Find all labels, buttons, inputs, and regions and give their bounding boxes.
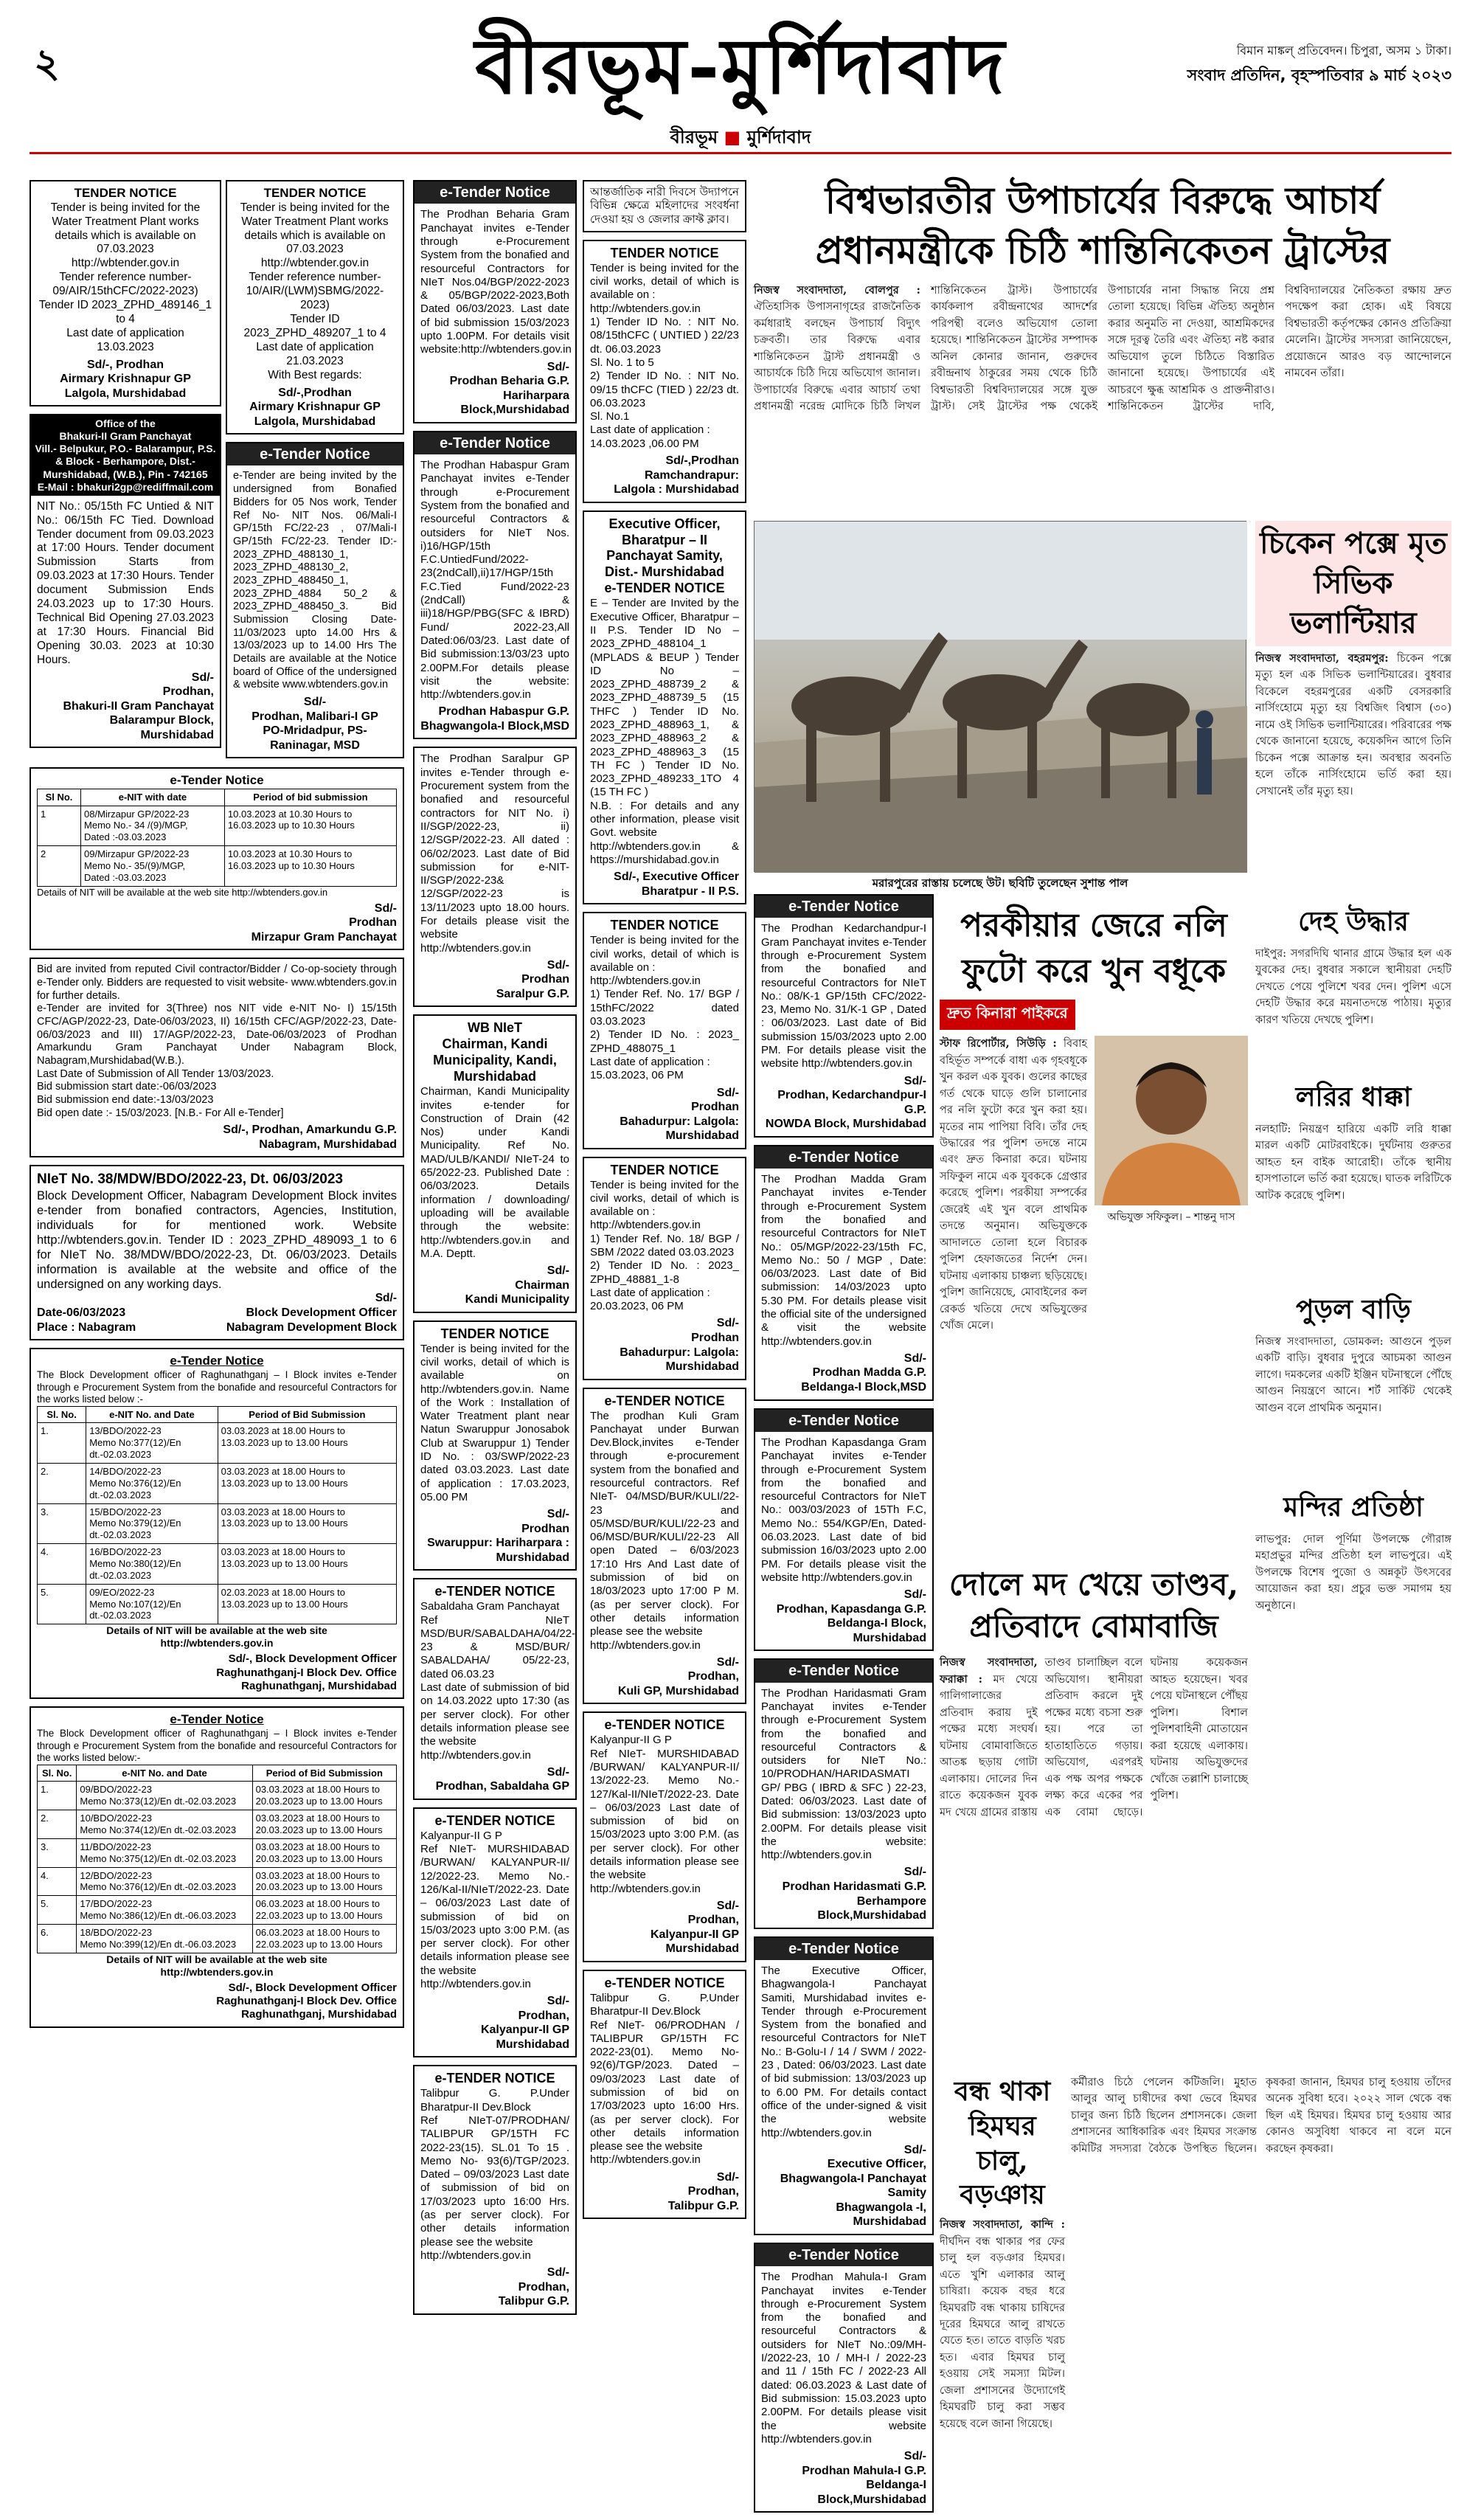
table-row	[38, 1544, 397, 1585]
lead-text: ঐতিহাসিক উপাসনাগৃহের রাজনৈতিক কর্মধারাই বলছেন উপাচার্য বিদ্যুৎ চক্রবর্তী। তার বিরুদ্ধে এবার শান্তিনিকেতন ট্রাস্ট প্রধানমন্ত্রী ও আচার্যকে চিঠি দিয়ে অভিযোগ জানাল। উপাচার্যের বিরুদ্ধে এবার আচার্য তথা প্রধানমন্ত্রী নরেন্দ্র মোদিকে চিঠি লিখল শান্তিনিকেতন ট্রাস্ট। উপাচার্যের কার্যকলাপ রবীন্দ্রনাথের আদর্শের পরিপন্থী বলেও অভিযোগ তোলা হয়েছে। শান্তিনিকেতন ট্রাস্টের সম্পাদক অনিল কোনার জানান, গুরুদেব রবীন্দ্রনাথ ঠাকুরের সময় থেকে চিঠি বিশ্বভারতী বিশ্ববিদ্যালয়ের সঙ্গে যুক্ত ট্রাস্ট। সেই ট্রাস্টের পক্ষ থেকেই উপাচার্যের নানা সিদ্ধান্ত নিয়ে প্রশ্ন তোলা হয়েছে। বিভিন্ন ঐতিহ্য অনুষ্ঠান করার অনুমতি না দেওয়া, আশ্রমিকদের সঙ্গে দূরত্ব তৈরি এবং ঐতিহ্য নষ্ট করার অভিযোগ তুলে চিঠিতে বিস্তারিত জানানো হয়েছে। উপাচার্যের এই আচরণে ক্ষুব্ধ আশ্রমিক ও প্রাক্তনীরাও। শান্তিনিকেতন ট্রাস্টের দাবি, বিশ্ববিদ্যালয়ের নৈতিকতা রক্ষায় দ্রুত পদক্ষেপ করা হোক। এই বিষয়ে বিশ্বভারতী কর্তৃপক্ষের কোনও প্রতিক্রিয়া মেলেনি। ট্রাস্টের সদস্যরা জানিয়েছেন, প্রয়োজনে আরও বড় আন্দোলনে নামবেন তাঁরা।	[754, 285, 1451, 413]
cell: 1	[38, 806, 81, 846]
tender-notice	[583, 1970, 746, 2219]
rg2-table	[37, 1765, 397, 1953]
tender-notice	[583, 510, 746, 905]
side5-headline: মন্দির প্রতিষ্ঠা	[1283, 1492, 1423, 1523]
story2-text: বিবাহ বহির্ভূত সম্পর্কে বাধা এক গৃহবধূকে খুন করল এক যুবক। গুলের কাছের গর্ত থেকে ঘাড়ে গুলি চালানোর পর নলি ফুটো করে খুন করা হয়। মৃতের নাম পাপিয়া বিবি। তাঁর দেহ উদ্ধারের পর পুলিশ তদন্তে নামে এবং দ্রুত কিনারা করে। ঘটনায় সফিকুল নামে এক যুবককে গ্রেপ্তার করেছে পুলিশ। পরকীয়া সম্পর্কের জেরেই এই খুন বলে প্রাথমিক তদন্তে অনুমান। অভিযুক্তকে আদালতে তোলা হলে বিচারক পুলিশ হেফাজতের নির্দেশ দেন। ঘটনায় এলাকায় চাঞ্চল্য ছড়িয়েছে। পুলিশ জানিয়েছে, মোবাইলের কল রেকর্ড খতিয়ে দেখে অভিযুক্তের খোঁজ মেলে।	[940, 1038, 1088, 1332]
notice-body: The Prodhan Habaspur Gram Panchayat invites e-Tender through e-Procurement System from the bonafied and resourceful Contractors & outsiders for NIeT Nos. i)16/HGP/15th F.C.UntiedFund/2022-23(2ndCall),ii)17/HGP/15th F.C.Tied Fund/2022-23 (2ndCall) & iii)18/HGP/PBG(SFC & IBRD) Fund/ 2022-23,All Dated:06/03/23. Last date of Bid submission:13/03/23 upto 2.00PM.For details please visit the website: http://wbtenders.gov.in	[420, 459, 569, 702]
story-murder	[940, 903, 1248, 1332]
lead-story	[754, 176, 1451, 519]
notice-sign: Sd/- Prodhan, Kapasdanga G.P. Beldanga-I Block, Murshidabad	[776, 1588, 926, 1644]
notice-body: Bid are invited from reputed Civil contractor/Bidder / Co-op-society through e-Tender only. Bidders are requested to visit website- www.wbtenders.gov.in for further details. e-Tender are invited for 3(Three) nos NIT vide e-NIT No- I) 15/15th CFC/AGP/2022-23, Date-06/03/2023, II) 16/15th CFC/AGP/2022-23, Date-06/03/2023 and III) 17/AGP/2022-23, Date-06/03/2023 of Prodhan Amarkundu Gram Panchayat Under Nabagram Block, Nabagram,Murshidabad(W.B.). Last Date of Submission of All Tender 13/03/2023. Bid submission start date:-06/03/2023 Bid submission end date:-13/03/2023 Bid open date :- 15/03/2023. [N.B.- For All e-Tender]	[37, 963, 397, 1119]
amarkundu-notice	[30, 958, 404, 1157]
story2-headline: পরকীয়ার জেরে নলি ফুটো করে খুন বধূকে	[960, 907, 1227, 990]
notice-sign: Sd/-,Prodhan Airmary Krishnapur GP Lalgola, Murshidabad	[249, 386, 381, 428]
col3	[413, 180, 577, 2322]
notice-heading: e-Tender Notice	[415, 432, 575, 454]
masthead-rule	[30, 152, 1451, 154]
mirzapur-table	[37, 789, 397, 887]
notice-designation: Block Development Officer	[246, 1306, 397, 1320]
notice-body: Tender is being invited for the Water Treatment Plant works details which is available on 07.03.2023 http://wbtender.gov.in Tender reference number-09/AIR/15thCFC/2022-2023) Tender ID 2023_ZPHD_489146_1 to 4 Last date of application 13.03.2023	[38, 201, 212, 353]
cell: 09/BDO/2022-23 Memo No:373(12)/En dt.-02.03.2023	[77, 1782, 252, 1810]
notice-body: Tender is being invited for the civil works, detail of which is available on : http://wbtenders.gov.in 1) Tender Ref. No. 18/ BGP / SBM /2022 dated 03.03.2023 2) Tender ID No. : 2023_ ZPHD_48881_1-8 Last date of application : 20.03.2023, 06 PM	[590, 1178, 739, 1313]
cell: 6.	[38, 1924, 77, 1953]
raghunathganj-notice-1	[30, 1348, 404, 1699]
tender-notice	[413, 1578, 577, 1800]
notice-body: NIT No.: 05/15th FC Untied & NIT No.: 06/15th FC Tied. Download Tender document from 09.03.2023 at 17:00 Hours. Tender document Submission Starts from 09.03.2023 at 17:30 Hours. Tender document Submission Ends 24.03.2023 up to 17:30 Hours. Technical Bid Opening 27.03.2023 at 17:30 Hours. Financial Bid Opening 30.03. 2023 at 10:30 Hours.	[37, 499, 214, 666]
notice-sign: Sd/-, Executive Officer Bharatpur - II P.S.	[614, 870, 739, 898]
table-row	[38, 1867, 397, 1896]
cell: 3.	[38, 1503, 86, 1544]
notice-sign: Sd/- Prodhan, Sabaldaha GP	[435, 1765, 569, 1793]
notice-sign: Sd/- Prodhan, Kedarchandpur-I G.P. NOWDA Block, Murshidabad	[765, 1074, 926, 1131]
notice-sign: Sd/-,Prodhan Ramchandrapur: Lalgola : Murshidabad	[614, 454, 739, 496]
table-row	[38, 1423, 397, 1464]
cell: 2	[38, 846, 81, 887]
notice-sign: Sd/- Prodhan Haridasmati G.P. Berhampore Block,Murshidabad	[782, 1866, 926, 1922]
cell: 06.03.2023 at 18.00 Hours to 22.03.2023 up to 13.00 Hours	[252, 1896, 396, 1925]
notice-body: E – Tender are Invited by the Executive Officer, Bharatpur – II P.S. Tender ID No – 2023_ZPHD_488104_1 (MPLADS & BEUP ) Tender ID No – 2023_ZPHD_488739_2 & 2023_ZPHD_488739_5 (15 THFC ) Tender ID No. 2023_ZPHD_488963_1, & 2023_ZPHD_488963_2 & 2023_ZPHD_488963_3 (15 TH FC ) Tender ID No. 2023_ZPHD_489233_1TO 4 (15 TH FC ) N.B. : For details and any other information, please visit Govt. website http://wbtenders.gov.in & https://murshidabad.gov.in	[590, 597, 739, 866]
side4-headline: পুড়ল বাড়ি	[1296, 1294, 1411, 1325]
cell: 10.03.2023 at 10.30 Hours to 16.03.2023 up to 10.30 Hours	[224, 846, 396, 887]
notice-heading: e-TENDER NOTICE	[604, 1975, 725, 1990]
notice-heading: e-TENDER NOTICE	[434, 1584, 555, 1599]
notice-sign: Sd/- Prodhan, Kalyanpur-II GP Murshidabad	[480, 1995, 569, 2051]
col-head: e-NIT No. and Date	[86, 1406, 218, 1423]
notice-heading: TENDER NOTICE	[440, 1326, 549, 1341]
camel-photo	[754, 521, 1246, 872]
cell: 15/BDO/2022-23 Memo No:379(12)/En dt.-02.03.2023	[86, 1503, 218, 1544]
tender-notice-airmary-wtp	[30, 180, 221, 406]
tender-notice	[413, 180, 577, 423]
story2-tag: দ্রুত কিনারা পাইকরে	[940, 1000, 1075, 1030]
notice-sign: Sd/- Prodhan Mirzapur Gram Panchayat	[251, 901, 397, 944]
notice-body: Kalyanpur-II G P Ref NIeT- MURSHIDABAD /BURWAN/ KALYANPUR-II/ 13/2022-23. Memo No.- 127/Kal-II/NIeT/2022-23. Date – 06/03/2023 Last date of submission of bid on 15/03/2023 upto 3:00 P.M. (as per server clock). For other details information please see the website http://wbtenders.gov.in	[590, 1734, 739, 1895]
col2	[226, 180, 404, 766]
notice-sign: Sd/- Chairman Kandi Municipality	[465, 1264, 569, 1306]
story3-byline: নিজস্ব সংবাদদাতা, ফরাক্কা :	[940, 1656, 1038, 1686]
table-row	[38, 806, 397, 846]
cell: 2.	[38, 1464, 86, 1504]
e-tender-malibari	[226, 442, 404, 758]
side3-text: নলহাটি: নিয়ন্ত্রণ হারিয়ে একটি লরি ধাক্কা মারল একটি মোটরবাইকে। দুর্ঘটনায় গুরুতর আহত হন বাইক আরোহী। তাঁকে স্থানীয় হাসপাতালে ভর্তি করা হয়েছে। ঘাতক লরিটিকে আটক করেছে পুলিশ।	[1255, 1124, 1451, 1202]
notice-body: The Prodhan Madda Gram Panchayat invites e-Tender through e-Procurement System from the bonafied and resourceful Contractors for NIeT No.: 05/MGP/2022-23/15th FC, Memo No.: 50 / MGP , Date: 06/03/2023. Last date of Bid submission: 14/03/2023 upto 5.30 PM. For details please visit the official site of the undersigned & visit the website http://wbtenders.gov.in	[761, 1173, 926, 1348]
cell: 12/BDO/2022-23 Memo No:376(12)/En dt.-02.03.2023	[77, 1867, 252, 1896]
table-row	[38, 1503, 397, 1544]
accused-caption: অভিযুক্ত সফিকুল। – শান্তনু দাস	[1107, 1211, 1235, 1224]
cell: 17/BDO/2022-23 Memo No:386(12)/En dt.-06.03.2023	[77, 1896, 252, 1925]
notice-body: The Executive Officer, Bhagwangola-I Panchayat Samiti, Murshidabad invites e-Tender through e-Procurement System from the bonafied and resourceful Contractors for NIeT No.: B-Golu-I / 14 / SWM / 2022-23 , Dated: 06/03/2023. Last date of bid submission: 13/03/2023 up to 6.00 PM. For details contact office of the under-signed & visit the website http://wbtenders.gov.in	[761, 1964, 926, 2139]
cell: 16/BDO/2022-23 Memo No:380(12)/En dt.-02.03.2023	[86, 1544, 218, 1585]
notice-sd: Sd/-	[375, 1292, 397, 1305]
notice-heading: e-TENDER NOTICE	[434, 1813, 555, 1828]
tender-notice	[413, 747, 577, 1007]
cell: 3.	[38, 1838, 77, 1867]
notice-body: The Prodhan Beharia Gram Panchayat invites e-Tender through e-Procurement System from the bonafied and resourceful Contractors for NIeT Nos.04/BGP/2022-2023 & 05/BGP/2022-2023,Both Dated 06/03/2023. Last date of bid submission 15/03/2023 upto 1.00PM. For details visit website:http://wbtenders.gov.in	[420, 208, 572, 356]
notice-heading: e-Tender Notice	[170, 1712, 264, 1727]
sub-left: বীরভূম	[670, 127, 718, 148]
col-head: Sl. No.	[38, 1406, 86, 1423]
notice-date: Date-06/03/2023	[37, 1306, 126, 1320]
notice-heading: e-Tender Notice	[415, 181, 575, 204]
cell: 03.03.2023 at 18.00 Hours to 20.03.2023 up to 13.00 Hours	[252, 1838, 396, 1867]
notice-note: Details of NIT will be available at the web site http://wbtenders.gov.in	[106, 1953, 327, 1978]
notice-sign: Sd/- Prodhan Swaruppur: Hariharpara : Murshidabad	[427, 1508, 569, 1564]
tender-notice-bhakuri	[30, 414, 221, 748]
cell: 02.03.2023 at 18.00 Hours to 13.03.2023 up to 13.00 Hours	[218, 1584, 396, 1624]
side2-text: দাইপুর: সগরদিঘি থানার গ্রামে উদ্ধার হল এক যুবকের দেহ। বুধবার সকালে স্থানীয়রা দেহটি দেখতে পেয়ে পুলিশে খবর দেন। পুলিশ এসে দেহটি উদ্ধার করে ময়নাতদন্তে পাঠায়। মৃত্যুর কারণ খতিয়ে দেখছে পুলিশ।	[1255, 948, 1451, 1026]
cell: 10/BDO/2022-23 Memo No:374(12)/En dt.-02.03.2023	[77, 1810, 252, 1839]
story-cold-storage	[940, 2074, 1065, 2430]
story4-headline: বন্ধ থাকা হিমঘর চালু, বড়ঞায়	[954, 2076, 1051, 2211]
cell: 03.03.2023 at 18.00 Hours to 13.03.2023 up to 13.00 Hours	[218, 1503, 396, 1544]
notice-sign: Sd/- Prodhan Saralpur G.P.	[496, 958, 569, 1000]
cell: 03.03.2023 at 18.00 Hours to 20.03.2023 up to 13.00 Hours	[252, 1782, 396, 1810]
page-number: ২	[34, 40, 60, 86]
cell: 03.03.2023 at 18.00 Hours to 13.03.2023 up to 13.00 Hours	[218, 1423, 396, 1464]
sub-title: বীরভূম ■ মুর্শিদাবাদ	[670, 127, 811, 148]
notice-heading: TENDER NOTICE	[263, 186, 367, 200]
notice-intro: The Block Development officer of Raghunathganj – I Block invites e-Tender through e Procurement System from the bonafide and resourceful Contractors for the works listed below :-	[37, 1369, 397, 1405]
cell: 03.03.2023 at 18.00 Hours to 13.03.2023 up to 13.00 Hours	[218, 1464, 396, 1504]
cell: 18/BDO/2022-23 Memo No:399(12)/En dt.-06.03.2023	[77, 1924, 252, 1953]
notice-intro: The Block Development officer of Raghunathganj – I Block invites e-Tender through e Procurement System from the bonafide and resourceful Contractors for the works listed below:-	[37, 1728, 397, 1764]
paper-title: বীরভূম-মুর্শিদাবাদ	[475, 21, 1006, 111]
notice-sign: Sd/- Prodhan Madda G.P. Beldanga-I Block,MSD	[801, 1351, 926, 1394]
notice-heading: WB NIeT Chairman, Kandi Municipality, Kandi, Murshidabad	[433, 1020, 557, 1084]
table-row	[38, 1896, 397, 1925]
tender-notice	[413, 1807, 577, 2058]
notice-body: Kalyanpur-II G P Ref NIeT- MURSHIDABAD /BURWAN/ KALYANPUR-II/ 12/2022-23. Memo No.- 126/Kal-II/NIeT/2022-23. Date – 06/03/2023 Last date of submission of bid on 15/03/2023 upto 3:00 P.M. (as per server clock). For other details information please see the website http://wbtenders.gov.in	[420, 1829, 569, 1991]
tender-notice	[583, 180, 746, 232]
tender-notice	[583, 1388, 746, 1705]
tender-notice	[583, 912, 746, 1149]
story-cold-storage-cont	[1071, 2074, 1451, 2251]
cell: 09/EO/2022-23 Memo No:107(12)/En dt.-02.03.2023	[86, 1584, 218, 1624]
table-row	[38, 1782, 397, 1810]
notice-body: Tender is being invited for the civil works, detail of which is available on : http://wbtenders.gov.in 1) Tender ID No. : NIT No. 08/15thCFC ( UNTIED ) 22/23 dt. 06.03.2023 Sl. No. 1 to 5 2) Tender ID No. : NIT No. 09/15 thCFC (TIED ) 22/23 dt. 06.03.2023 Sl. No.1 Last date of application : 14.03.2023 ,06.00 PM	[590, 261, 739, 450]
side1-headline: চিকেন পক্সে মৃত সিভিক ভলান্টিয়ার	[1260, 526, 1447, 640]
notice-note: Details of NIT will be available at the web site http://wbtenders.gov.in	[106, 1624, 327, 1650]
notice-sign: Sd/- Prodhan Mahula-I G.P. Beldanga-I Block,Murshidabad	[802, 2450, 926, 2506]
notice-sign: Sd/-, Block Development Officer Raghunathganj-I Block Dev. Office Raghunathganj, Murshidabad	[216, 1981, 397, 2021]
side1-byline: নিজস্ব সংবাদদাতা, বহরমপুর:	[1255, 652, 1389, 665]
col-head: e-NIT with date	[81, 789, 225, 806]
table-row	[38, 1810, 397, 1839]
notice-heading: e-Tender Notice	[170, 773, 264, 787]
cell: 5.	[38, 1584, 86, 1624]
cell: 03.03.2023 at 18.00 Hours to 20.03.2023 up to 13.00 Hours	[252, 1810, 396, 1839]
notice-sign: Sd/- Prodhan Bahadurpur: Lalgola: Murshidabad	[620, 1317, 739, 1374]
notice-body: Talibpur G. P.Under Bharatpur-II Dev.Block Ref NIeT-07/PRODHAN/ TALIBPUR GP/15TH FC 2022-23(15). SL.01 To 15 . Memo No- 93(6)/TGP/2023. Dated – 09/03/2023 Last date of submission of bid on 17/03/2023 upto 16:00 Hrs. (as per server clock). For other details information please see the website http://wbtenders.gov.in	[420, 2087, 569, 2262]
tender-notice	[413, 1320, 577, 1571]
tender-notice	[583, 1711, 746, 1962]
story-holi-bomb	[940, 1564, 1248, 2097]
table-row	[38, 846, 397, 887]
notice-body: The Prodhan Saralpur GP invites e-Tender through e-Procurement system from the bonafied and resourceful contractors for NIT No. i) II/SGP/2022-23, ii) 12/SGP/2022-23. All dated : 06/02/2023. Last date of Bid submission for e-NIT-II/SGP/2022-23& 12/SGP/2022-23 is 13/11/2023 upto 18.00 hours. For details please visit the website http://wbtenders.gov.in	[420, 752, 569, 955]
edition-date: সংবাদ প্রতিদিন, বৃহস্পতিবার ৯ মার্চ ২০২৩	[1187, 66, 1451, 84]
notice-sign: Sd/- Prodhan, Bhakuri-II Gram Panchayat Balarampur Block, Murshidabad	[63, 671, 214, 741]
tender-notice	[754, 1658, 934, 1928]
tender-notice-airmary-wtp2	[226, 180, 404, 435]
tender-notice	[583, 1157, 746, 1380]
camel-photo-caption: মরারপুরের রাস্তায় চলেছে উট। ছবিটি তুলেছেন সুশান্ত পাল	[872, 876, 1128, 890]
col1	[30, 180, 221, 755]
cell: 2.	[38, 1810, 77, 1839]
col4	[583, 180, 746, 2226]
notice-heading: e-Tender Notice	[755, 1660, 932, 1682]
story3-text: মদ খেয়ে গালিগালাজের প্রতিবাদ করায় দুই পক্ষের মধ্যে সংঘর্ষ। ঘটনায় বোমাবাজিতে আতঙ্ক ছড়ায় গোটা এলাকায়। দোলের দিন রাতে কয়েকজন যুবক মদ খেয়ে গ্রামের রাস্তায় তাণ্ডব চালাচ্ছিল বলে অভিযোগ। স্থানীয়রা প্রতিবাদ করলে দুই পক্ষের মধ্যে বচসা শুরু হয়। পরে তা হাতাহাতিতে গড়ায়। অভিযোগ, এরপরই এক পক্ষ অপর পক্ষকে লক্ষ্য করে একের পর এক বোমা ছোড়ে। ঘটনায় কয়েকজন আহত হয়েছেন। খবর পেয়ে ঘটনাস্থলে পৌঁছয় পুলিশ। বিশাল পুলিশবাহিনী মোতায়েন করা হয়েছে এলাকায়। ঘটনায় অভিযুক্তদের খোঁজে তল্লাশি চালাচ্ছে পুলিশ।	[940, 1657, 1248, 1818]
notice-sign: Sd/-, Block Development Officer Raghunathganj-I Block Dev. Office Raghunathganj, Murshidabad	[216, 1652, 397, 1693]
col-head: Period of Bid Submission	[252, 1765, 396, 1782]
tender-notice	[413, 431, 577, 740]
e-tender-mirzapur	[30, 767, 404, 950]
notice-heading: TENDER NOTICE	[610, 245, 719, 260]
notice-sign: Sd/- Prodhan, Talibpur G.P.	[667, 2170, 739, 2212]
tender-notice	[754, 894, 934, 1138]
col-head: Period of bid submission	[224, 789, 396, 806]
side5-text: লাভপুর: দোল পূর্ণিমা উপলক্ষে গৌরাঙ্গ মহাপ্রভুর মন্দির প্রতিষ্ঠা হল লাভপুরে। এই উপলক্ষে বিশেষ পুজো ও অন্নকূট উৎসবের আয়োজন করা হয়। প্রচুর ভক্ত সমাগম হয় অনুষ্ঠানে।	[1255, 1534, 1451, 1612]
edition-line: বিমান মাঙ্কল্ প্রতিবেদন। চিপুরা, অসম ১ টাকা।	[1236, 44, 1451, 58]
notice-sign: Sd/- Prodhan Beharia G.P. Hariharpara Block,Murshidabad	[449, 360, 569, 417]
notice-heading: e-Tender Notice	[755, 1410, 932, 1432]
table-row	[38, 1584, 397, 1624]
table-row	[38, 1924, 397, 1953]
notice-sign: Sd/-, Prodhan Airmary Krishnapur GP Lalgola, Murshidabad	[60, 358, 191, 400]
notice-body: The Prodhan Kapasdanga Gram Panchayat invites e-Tender through e-Procurement System from the bonafied and resourceful Contractors for NIeT No.: 003/03/2023 of 15Th F.C, Memo No.: 554/KGP/En, Dated-06.03.2023. Last date of bid submission 16/03/2023 upto 2.00 PM. For details please visit the website http://wbtenders.gov.in	[761, 1436, 926, 1584]
camel-photo-illustration	[755, 522, 1247, 873]
notice-body: The prodhan Kuli Gram Panchayat under Burwan Dev.Block,invites e-Tender through e-procurement system from the bonafied and resourceful contractors. Ref NIeT- 04/MSD/BUR/KULI/22-23 and 05/MSD/BUR/KULI/22-23 and 06/MSD/BUR/KULI/22-23 All open Dated – 6/03/2023 17:10 Hrs And Last date of submission of bid on 18/03/2023 upto 17:00 P M.(as per server clock). For other details information please see the website http://wbtenders.gov.in	[590, 1409, 739, 1652]
notice-heading: e-TENDER NOTICE	[604, 1393, 725, 1408]
raghunathganj-notice-2	[30, 1706, 404, 2027]
side4-text: নিজস্ব সংবাদদাতা, ডোমকল: আগুনে পুড়ল একটি বাড়ি। বুধবার দুপুরে আচমকা আগুন লাগে। দমকলের একটি ইঞ্জিন ঘটনাস্থলে পৌঁছে আগুন নিয়ন্ত্রণে আনে। শর্ট সার্কিট থেকেই আগুন বলে প্রাথমিক অনুমান।	[1255, 1336, 1451, 1414]
col-head: Period of Bid Submission	[218, 1406, 396, 1423]
tender-notice	[583, 240, 746, 503]
lead-byline: নিজস্ব সংবাদদাতা, বোলপুর :	[754, 284, 920, 297]
tender-notice	[413, 2065, 577, 2314]
cell: 14/BDO/2022-23 Memo No:376(12)/En dt.-02.03.2023	[86, 1464, 218, 1504]
tender-notice	[754, 1408, 934, 1652]
col5	[754, 894, 934, 2520]
col-head: Sl. No.	[38, 1765, 77, 1782]
masthead	[0, 0, 1481, 183]
col-head: Sl No.	[38, 789, 81, 806]
table-row	[38, 1464, 397, 1504]
notice-heading: Executive Officer, Bharatpur – II Panchayat Samity, Dist.- Murshidabad e-TENDER NOTICE	[604, 516, 725, 596]
notice-sign: Sd/- Executive Officer, Bhagwangola-I Panchayat Samity Bhagwangola -I, Murshidabad	[780, 2143, 926, 2229]
col-head: e-NIT No. and Date	[77, 1765, 252, 1782]
cell: 4.	[38, 1544, 86, 1585]
tender-notice	[413, 1014, 577, 1312]
notice-body: Chairman, Kandi Municipality invites e-tender for Construction of Drain (42 Nos) under Kandi Municipality. Ref No. MAD/ULB/KANDI/ NIeT-24 to 65/2022-23. Published Date : 06/03/2023. Details information / downloading/ uploading will be available through the website: http://wbtenders.gov.in and M.A. Deptt.	[420, 1085, 569, 1260]
notice-office: Nabagram Development Block	[226, 1320, 397, 1334]
nabagram-notice	[30, 1165, 404, 1340]
tender-notice	[754, 1145, 934, 1401]
notice-sign: Sd/- Prodhan, Talibpur G.P.	[498, 2266, 569, 2308]
story4-byline: নিজস্ব সংবাদদাতা, কান্দি :	[940, 2218, 1065, 2232]
notice-heading: NIeT No. 38/MDW/BDO/2022-23, Dt. 06/03/2023	[37, 1171, 343, 1188]
side1-text: চিকেন পক্সে মৃত্যু হল এক সিভিক ভলান্টিয়ারের। বুধবার বিকেলে বহরমপুরের একটি বেসরকারি নার্সিংহোমে মৃত্যু হয় বিশ্বজিৎ বিশ্বাস (৩০) নামে ওই সিভিক ভলান্টিয়ারের। পরিবারের পক্ষ থেকে জানানো হয়েছে, কয়েকদিন আগে তিনি চিকেন পক্সে আক্রান্ত হন। অবস্থার অবনতি হলে তাঁকে নার্সিংহোমে ভর্তি করা হয়। সেখানেই তাঁর মৃত্যু হয়।	[1255, 653, 1452, 797]
notice-heading: TENDER NOTICE	[74, 186, 177, 200]
notice-body: আন্তর্জাতিক নারী দিবসে উদ্যাপনে বিভিন্ন ক্ষেত্রে মহিলাদের সংবর্ধনা দেওয়া হয় ও জেলার ক্রাফ্ট ক্লাব।	[590, 186, 739, 226]
notice-body: Sabaldaha Gram Panchayat Ref NIeT MSD/BUR/SABALDAHA/04/22-23 & MSD/BUR/ SABALDAHA/ 05/22-23, dated 06.03.23 Last date of submission of bid on 14.03.2022 upto 17:30 (as per server clock). For other details information please see the website http://wbtenders.gov.in	[420, 1600, 576, 1762]
notice-body: The Prodhan Mahula-I Gram Panchayat invites e-Tender through e-Procurement System from the bonafied and resourceful Contractors & outsiders for NIeT No.:09/MH-I/2022-23, 10 / MH-I / 2022-23 and 11 / 15th FC / 2022-23 All dated: 06.03.2023 & Last date of Bid submission: 15.03.2023 upto 2.00PM. For details please visit the website http://wbtenders.gov.in	[761, 2271, 926, 2445]
notice-sign: Sd/- Prodhan, Malibari-I GP PO-Mridadpur, PS-Raninagar, MSD	[252, 696, 378, 752]
notice-sign: Sd/- Prodhan, Kuli GP, Murshidabad	[617, 1655, 739, 1697]
notice-heading: TENDER NOTICE	[610, 918, 719, 933]
notice-heading: TENDER NOTICE	[610, 1162, 719, 1177]
cell: 08/Mirzapur GP/2022-23 Memo No.- 34 /(9)/MGP, Dated :-03.03.2023	[81, 806, 225, 846]
lead-headline: বিশ্বভারতীর উপাচার্যের বিরুদ্ধে আচার্য প্রধানমন্ত্রীকে চিঠি শান্তিনিকেতন ট্রাস্টের	[815, 179, 1390, 272]
notice-body: Block Development Officer, Nabagram Development Block invites e-tender from bonafied contractors, Agencies, Institution, individuals for for mentioned work. Website http://wbtenders.gov.in. Tender ID : 2023_ZPHD_489093_1 to 6 for NIeT No. 38/MDW/BDO/2022-23, Dt. 06/03/2023. Details information is available at the website and office of the undersigned on any working days.	[37, 1188, 397, 1292]
cell: 09/Mirzapur GP/2022-23 Memo No.- 35/(9)/MGP, Dated :-03.03.2023	[81, 846, 225, 887]
notice-sign: Sd/- Prodhan, Kalyanpur-II GP Murshidabad	[650, 1899, 739, 1956]
tender-notice	[754, 1936, 934, 2235]
notice-sign: Prodhan Habaspur G.P. Bhagwangola-I Block,MSD	[420, 705, 569, 733]
side3-headline: লরির ধাক্কা	[1295, 1081, 1412, 1112]
person-photo-illustration	[1095, 1036, 1248, 1205]
notice-body: The Prodhan Kedarchandpur-I Gram Panchayat invites e-Tender through e-Procurement System from the bonafied and resourceful Contractors for NIeT No.: 08/K-1 GP/15th CFC/2022-23, Memo No. 31/K-1 GP , Dated : 06/03/2023. Last date of Bid submission 15/03/2023 upto 2.00 PM. For details please visit the website http://wbtenders.gov.in	[761, 922, 926, 1070]
cell: 11/BDO/2022-23 Memo No:375(12)/En dt.-02.03.2023	[77, 1838, 252, 1867]
notice-body: Tender is being invited for the Water Treatment Plant works details which is available on 07.03.2023 http://wbtender.gov.in Tender reference number-10/AIR/(LWM)SBMG/2022-2023) Tender ID 2023_ZPHD_489207_1 to 4 Last date of application 21.03.2023 With Best regards:	[240, 201, 390, 381]
story3-headline: দোলে মদ খেয়ে তাণ্ডব, প্রতিবাদে বোমাবাজি	[948, 1566, 1239, 1644]
notice-sign: Sd/-, Prodhan, Amarkundu G.P. Nabagram, Murshidabad	[223, 1124, 397, 1151]
notice-heading: e-Tender Notice	[755, 2244, 932, 2266]
notice-place: Place : Nabagram	[37, 1320, 136, 1334]
notice-body: Tender is being invited for the civil works, detail of which is available on http://wbtenders.gov.in. Name of the Work : Installation of Water Treatment plant near Natun Swaruppur Jonosabok Club at Swaruppur 1) Tender ID No. : 03/SWP/2022-23 dated 03.03.2023. Last date of application : 17.03.2023, 05.00 PM	[420, 1342, 569, 1503]
notice-sign: Sd/- Prodhan Bahadurpur: Lalgola: Murshidabad	[620, 1086, 739, 1143]
notice-office: Office of the Bhakuri-II Gram Panchayat Vill.- Belpukur, P.O.- Balarampur, P.S. & Block - Berhampore, Dist.- Murshidabad, (W.B.), Pin - 742165 E-Mail : bhakuri2gp@rediffmail.com	[31, 415, 220, 495]
notice-body: Talibpur G. P.Under Bharatpur-II Dev.Block Ref NIeT- 06/PRODHAN / TALIBPUR GP/15TH FC 2022-23(01). Memo No- 92(6)/TGP/2023. Dated – 09/03/2023 Last date of submission of bid on 17/03/2023 upto 16:00 Hrs. (as per server clock). For other details information please see the website http://wbtenders.gov.in	[590, 1991, 739, 2167]
bottom-text: কর্মীরাও চিঠে পেলেন কটিজলি। মুহাত আলুর আলু চাষীদের কথা ভেবে হিমঘর চালুর জন্য চিঠি ছিলেন প্রশাসনকে। জেলা প্রশাসনের আধিকারিক এবং হিমঘর সংক্রান্ত কমিটির সদস্যরা বৈঠকে উপস্থিত ছিলেন। কৃষকরা জানান, হিমঘর চালু হওয়ায় তাঁদের অনেক সুবিধা হবে। ২০২২ সাল থেকে বন্ধ ছিল এই হিমঘর। হিমঘর চালু হওয়ায় আর কোনও অসুবিধা থাকবে না বলে মনে করছেন কৃষকরা।	[1071, 2077, 1451, 2155]
sub-right: মুর্শিদাবাদ	[746, 127, 811, 148]
tender-notice	[754, 2243, 934, 2513]
notice-note: Details of NIT will be available at the web site http://wbtenders.gov.in	[37, 886, 328, 898]
accused-photo	[1095, 1036, 1248, 1205]
cell: 1.	[38, 1423, 86, 1464]
cell: 03.03.2023 at 18.00 Hours to 13.03.2023 up to 13.00 Hours	[218, 1544, 396, 1585]
side1-box	[1255, 521, 1451, 646]
notice-heading: e-Tender Notice	[227, 443, 403, 465]
notice-heading: e-Tender Notice	[755, 896, 932, 918]
cell: 06.03.2023 at 18.00 Hours to 22.03.2023 up to 13.00 Hours	[252, 1924, 396, 1953]
notice-heading: e-TENDER NOTICE	[604, 1717, 725, 1733]
notice-body: Tender is being invited for the civil works, detail of which is available on : http://wbtenders.gov.in 1) Tender Ref. No. 17/ BGP / 15thFC/2022 dated 03.03.2023 2) Tender ID No. : 2023_ ZPHD_488075_1 Last date of application : 15.03.2023, 06 PM	[590, 934, 739, 1082]
table-row	[38, 1838, 397, 1867]
notice-heading: e-Tender Notice	[755, 1938, 932, 1960]
cell: 5.	[38, 1896, 77, 1925]
notice-body: e-Tender are being invited by the undersigned from Bonafied Bidders for 05 Nos work, Tender Ref No- NIT Nos. 06/Mali-I GP/15th FC/22-23 , 07/Mali-I GP/15th FC/22-23. Tender ID:- 2023_ZPHD_488130_1, 2023_ZPHD_488130_2, 2023_ZPHD_488450_1, 2023_ZPHD_4884 50_2 & 2023_ZPHD_488450_3. Bid Submission Closing Date-11/03/2023 upto 14.00 Hrs & 13/03/2023 up to 14.00 Hrs The Details are available at the Notice board of Office of the undersigned & website www.wbtenders.gov.in	[233, 470, 397, 691]
notice-heading: e-TENDER NOTICE	[434, 2071, 555, 2086]
notice-heading: e-Tender Notice	[170, 1354, 264, 1368]
cell: 4.	[38, 1867, 77, 1896]
cell: 03.03.2023 at 18.00 Hours to 20.03.2023 up to 13.00 Hours	[252, 1867, 396, 1896]
notice-body: The Prodhan Haridasmati Gram Panchayat invites e-Tender through e-Procurement System from the bonafied and resourceful Contractors & outsiders for NIeT No.: 10/PRODHAN/HARIDASMATI GP/ PBG ( IBRD & SFC ) 22-23, Dated: 06/03/2023. Last date of Bid submission: 13/03/2023 upto 2.00PM. For details please visit the website: http://wbtenders.gov.in	[761, 1686, 926, 1862]
mirzapur-box	[30, 767, 404, 2035]
cell: 10.03.2023 at 10.30 Hours to 16.03.2023 up to 10.30 Hours	[224, 806, 396, 846]
cell: 13/BDO/2022-23 Memo No:377(12)/En dt.-02.03.2023	[86, 1423, 218, 1464]
right-column	[1255, 521, 1451, 1664]
lead-body	[754, 283, 1451, 519]
notice-heading: e-Tender Notice	[755, 1146, 932, 1169]
side2-headline: দেহ উদ্ধার	[1298, 906, 1409, 937]
story4-text: দীর্ঘদিন বন্ধ থাকার পর ফের চালু হল বড়ঞার হিমঘর। এতে খুশি এলাকার আলু চাষিরা। কয়েক বছর ধরে হিমঘরটি বন্ধ থাকায় চাষিদের দূরের হিমঘরে আলু রাখতে যেতে হত। তাতে বাড়তি খরচ হত। এবার হিমঘর চালু হওয়ায় সেই সমস্যা মিটল। জেলা প্রশাসনের উদ্যোগেই হিমঘরটি চালু করা সম্ভব হয়েছে বলে জানা গিয়েছে।	[940, 2235, 1065, 2430]
rg1-table	[37, 1406, 397, 1625]
cell: 1.	[38, 1782, 77, 1810]
story2-byline: স্টাফ রিপোর্টার, সিউড়ি :	[940, 1037, 1057, 1050]
